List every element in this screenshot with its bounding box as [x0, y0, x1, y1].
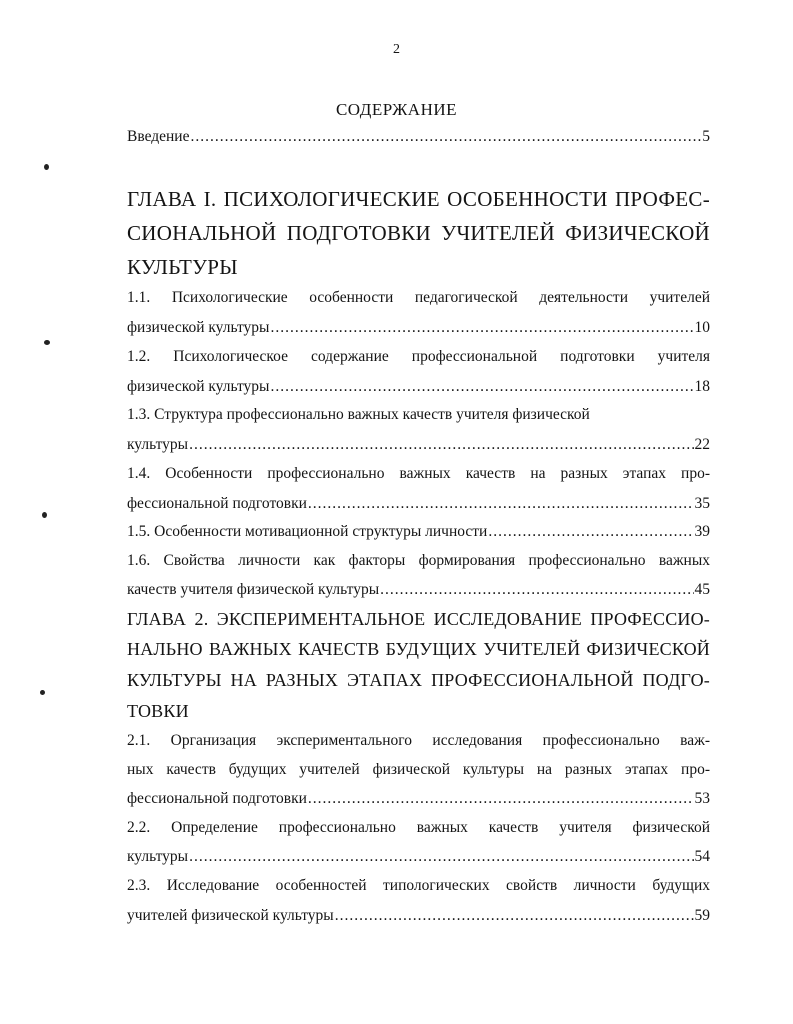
toc-entry-1-5 — [127, 522, 710, 542]
toc-page-number: 59 — [694, 907, 710, 924]
toc-page-number: 10 — [694, 319, 710, 336]
toc-entry-label: Введение — [127, 128, 190, 145]
chapter-1-heading-line: СИОНАЛЬНОЙ ПОДГОТОВКИ УЧИТЕЛЕЙ ФИЗИЧЕСКОЙ — [127, 221, 710, 245]
toc-entry-1-6-line: 1.6. Свойства личности как факторы формирования профессионально важных — [127, 552, 710, 569]
page-title: СОДЕРЖАНИЕ — [335, 100, 458, 119]
chapter-2-heading-line: ТОВКИ — [127, 701, 189, 721]
toc-entry-2-1-line: 2.1. Организация экспериментального исследования профессионально важ- — [127, 732, 710, 749]
page-number: 2 — [393, 42, 400, 57]
toc-leader — [189, 435, 693, 455]
toc-entry-label: фессиональной подготовки — [127, 790, 307, 807]
toc-leader — [380, 580, 693, 600]
toc-page-number: 35 — [694, 495, 710, 512]
toc-entry-1-3-line: 1.3. Структура профессионально важных качеств учителя физической — [127, 406, 590, 423]
toc-leader — [190, 127, 701, 147]
chapter-2-heading-line: ГЛАВА 2. ЭКСПЕРИМЕНТАЛЬНОЕ ИССЛЕДОВАНИЕ ПРОФЕССИО- — [127, 609, 710, 629]
toc-entry-label: 1.5. Особенности мотивационной структуры личности — [127, 523, 488, 540]
toc-entry-1-4-line: 1.4. Особенности профессионально важных качеств на разных этапах про- — [127, 465, 710, 482]
toc-entry-label: учителей физической культуры — [127, 907, 334, 924]
toc-entry-1-4 — [127, 494, 710, 514]
toc-entry-1-1 — [127, 318, 710, 338]
toc-page-number: 45 — [694, 581, 710, 598]
toc-entry-2-2 — [127, 847, 710, 867]
toc-page-number: 22 — [694, 436, 710, 453]
toc-entry-2-3-line: 2.3. Исследование особенностей типологических свойств личности будущих — [127, 877, 710, 894]
toc-entry-2-1 — [127, 789, 710, 809]
toc-entry-intro — [127, 127, 710, 147]
scan-mark — [44, 164, 49, 170]
toc-leader — [335, 906, 694, 926]
toc-entry-2-1-line: ных качеств будущих учителей физической культуры на разных этапах про- — [127, 761, 710, 778]
chapter-2-heading-line: НАЛЬНО ВАЖНЫХ КАЧЕСТВ БУДУЩИХ УЧИТЕЛЕЙ ФИЗИЧЕСКОЙ — [127, 639, 710, 659]
toc-leader — [270, 318, 693, 338]
toc-leader — [308, 494, 694, 514]
chapter-2-heading-line: КУЛЬТУРЫ НА РАЗНЫХ ЭТАПАХ ПРОФЕССИОНАЛЬНОЙ ПОДГО- — [127, 670, 710, 690]
toc-entry-label: фессиональной подготовки — [127, 495, 307, 512]
toc-entry-1-2 — [127, 377, 710, 397]
toc-entry-label: физической культуры — [127, 378, 270, 395]
toc-entry-1-2-line: 1.2. Психологическое содержание профессиональной подготовки учителя — [127, 348, 710, 365]
toc-entry-1-1-line: 1.1. Психологические особенности педагогической деятельности учителей — [127, 289, 710, 306]
toc-leader — [270, 377, 693, 397]
chapter-1-heading-line: КУЛЬТУРЫ — [127, 255, 238, 279]
toc-entry-label: культуры — [127, 848, 189, 865]
scan-mark — [42, 512, 47, 518]
toc-entry-label: качеств учителя физической культуры — [127, 581, 380, 598]
toc-page-number: 18 — [694, 378, 710, 395]
toc-page-number: 54 — [694, 848, 710, 865]
toc-page-number: 39 — [694, 523, 710, 540]
toc-leader — [189, 847, 693, 867]
toc-entry-label: физической культуры — [127, 319, 270, 336]
toc-entry-label: культуры — [127, 436, 189, 453]
toc-leader — [308, 789, 694, 809]
toc-entry-2-2-line: 2.2. Определение профессионально важных качеств учителя физической — [127, 819, 710, 836]
toc-entry-1-6 — [127, 580, 710, 600]
toc-entry-1-3 — [127, 435, 710, 455]
scan-mark — [40, 690, 45, 695]
toc-entry-2-3 — [127, 906, 710, 926]
toc-page-number: 53 — [694, 790, 710, 807]
chapter-1-heading-line: ГЛАВА I. ПСИХОЛОГИЧЕСКИЕ ОСОБЕННОСТИ ПРОФЕС- — [127, 187, 710, 211]
scan-mark — [44, 340, 50, 345]
toc-leader — [488, 522, 693, 542]
toc-page-number: 5 — [702, 128, 710, 145]
